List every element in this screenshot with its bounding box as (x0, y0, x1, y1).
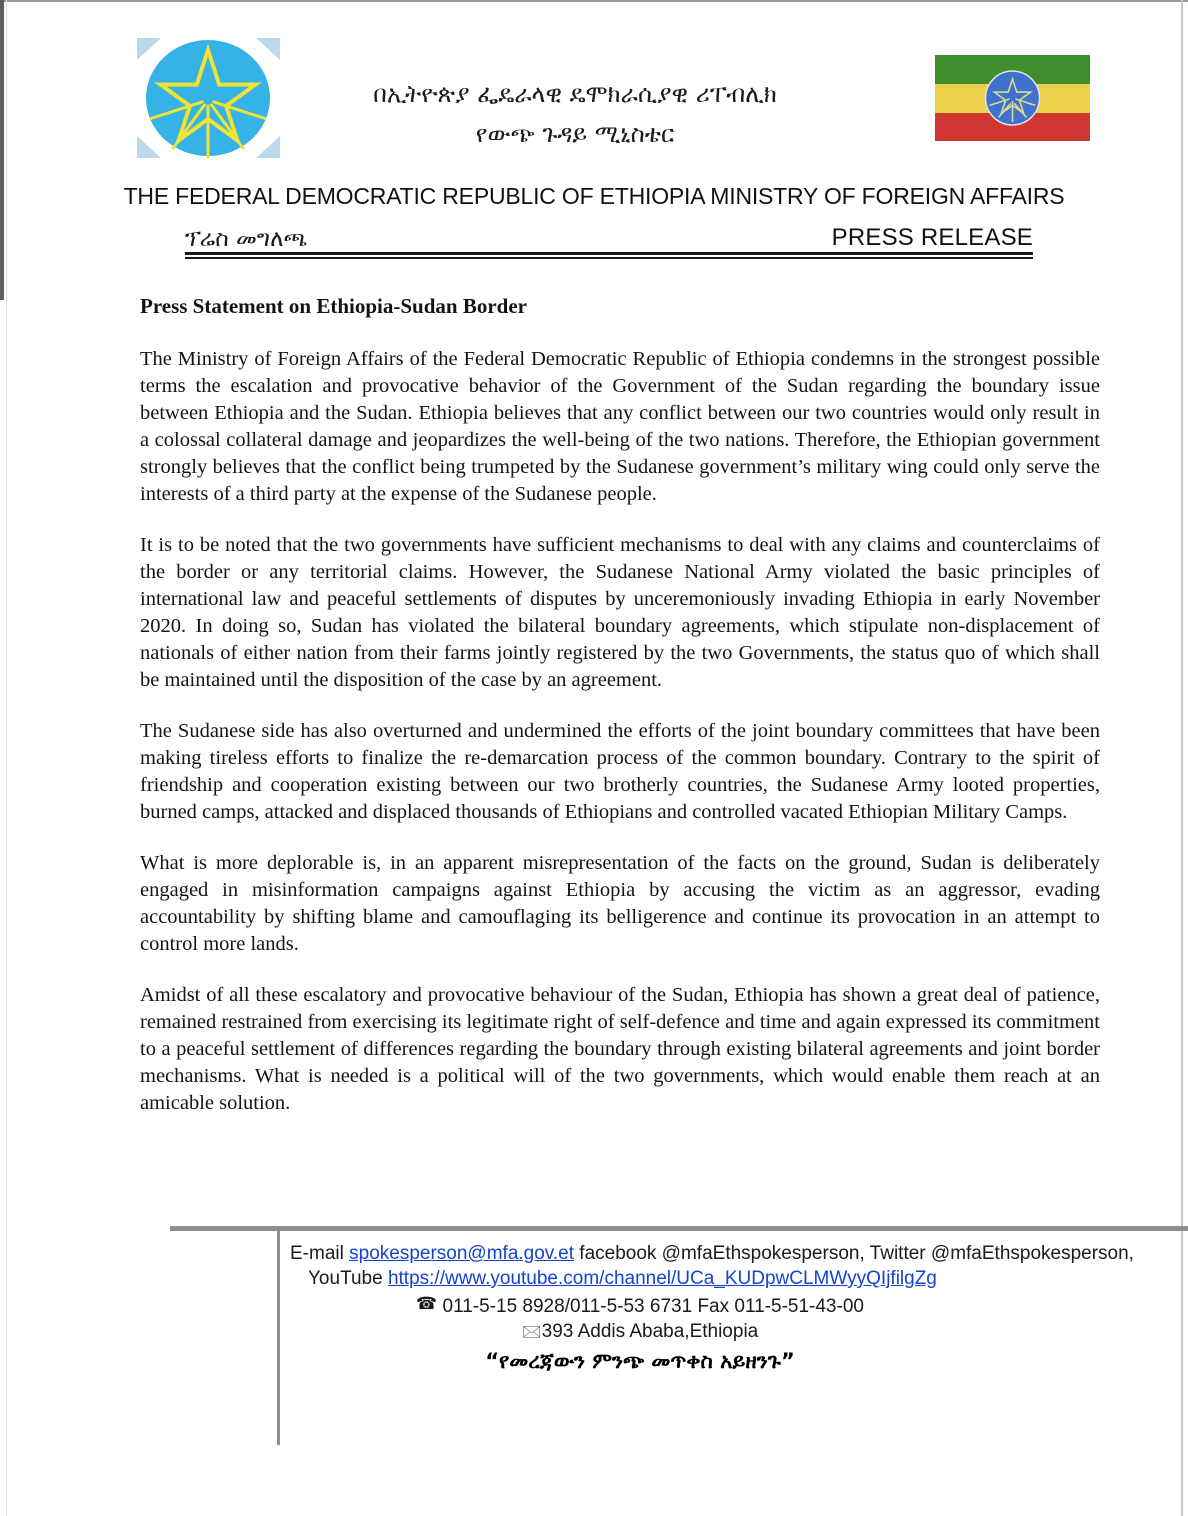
ethiopia-flag-icon (935, 55, 1090, 141)
email-link[interactable]: spokesperson@mfa.gov.et (349, 1243, 575, 1264)
ministry-name-line2: የውጭ ጉዳይ ሚኒስቴር (475, 120, 675, 148)
footer-line-address (290, 1319, 990, 1344)
paragraph-3: The Sudanese side has also overturned and undermined the efforts of the joint boundary committees that have been making tireless efforts to finalize the re-demarcation process of the common boundary. Contrary to the spirit of friendship and cooperation existing between our two brotherly countries, the Sudanese Army looted properties, burned camps, attacked and displaced thousands of Ethiopians and controlled vacated Ethiopian Military Camps. (140, 720, 1100, 823)
footer-contact-block (290, 1241, 1162, 1374)
paragraph-2: It is to be noted that the two governments have sufficient mechanisms to deal with any claims and counterclaims of the border or any territorial claims. However, the Sudanese National Army violated the basic principles of international law and peaceful settlements of disputes by unceremoniously invading Ethiopia in early November 2020. In doing so, Sudan has violated the bilateral boundary agreements, which stipulate non-displacement of nationals of either nation from their farms jointly registered by the two Governments, the status quo of which shall be maintained until the disposition of the case by an agreement. (140, 534, 1100, 691)
ministry-name-line1: በኢትዮጵያ ፌዴራላዊ ዴሞክራሲያዊ ሪፐብሊክ (373, 80, 777, 108)
document-body (140, 294, 1100, 1141)
scan-edge-top (0, 0, 1188, 2)
statement-heading: Press Statement on Ethiopia-Sudan Border (140, 294, 527, 318)
footer-line-phone (290, 1291, 990, 1319)
scan-edge-left (6, 0, 7, 1516)
press-release-row (185, 218, 1033, 255)
footer-vertical-rule (277, 1231, 280, 1445)
footer-line-youtube (290, 1266, 1162, 1291)
press-release-label-amharic: ፕሬስ መግለጫ (185, 226, 308, 252)
phone-numbers: 011-5-15 8928/011-5-53 6731 Fax 011-5-51-43-00 (437, 1296, 864, 1317)
footer-line-email (290, 1241, 1162, 1266)
paragraph-1: The Ministry of Foreign Affairs of the Federal Democratic Republic of Ethiopia condemns in the strongest possible terms the escalation and provocative behavior of the Government of the Sudan regarding the boundary issue between Ethiopia and the Sudan. Ethiopia believes that any conflict between our two countries would only result in a colossal collateral damage and jeopardizes the well-being of the two nations. Therefore, the Ethiopian government strongly believes that the conflict being trumpeted by the Sudanese government’s military wing could only serve the interests of a third party at the expense of the Sudanese people. (140, 348, 1100, 505)
ethiopia-emblem-icon (137, 38, 280, 158)
press-release-label-english: PRESS RELEASE (831, 224, 1033, 251)
scan-edge-left-dark (0, 0, 4, 300)
page-title: THE FEDERAL DEMOCRATIC REPUBLIC OF ETHIOPIA MINISTRY OF FOREIGN AFFAIRS (123, 183, 1065, 209)
envelope-icon: 🖂 (521, 1322, 542, 1341)
paragraph-4: What is more deplorable is, in an apparent misrepresentation of the facts on the ground, Sudan is deliberately engaged in misinformation campaigns against Ethiopia by accusing the victim as an aggressor, evading accountability by shifting blame and camouflaging its belligerence and continue its provocation in an attempt to control more lands. (140, 852, 1100, 955)
ministry-name-amharic (320, 74, 830, 154)
youtube-link[interactable]: https://www.youtube.com/channel/UCa_KUDpwCLMWyyQIjfilgZg (387, 1268, 937, 1289)
email-label: E-mail (290, 1243, 350, 1264)
address-text: 393 Addis Ababa,Ethiopia (541, 1321, 759, 1342)
paragraph-5: Amidst of all these escalatory and provocative behaviour of the Sudan, Ethiopia has shown a great deal of patience, remained restrained from exercising its legitimate right of self-defence and time and again expressed its commitment to a peaceful settlement of differences regarding the boundary through existing bilateral agreements and joint border mechanisms. What is needed is a political will of the two governments, which would enable them reach at an amicable solution. (140, 984, 1100, 1114)
footer-horizontal-rule (170, 1226, 1188, 1231)
youtube-label: YouTube (308, 1268, 388, 1289)
footer-motto-amharic: “የመረጃውን ምንጭ መጥቀስ አይዘንጉ” (485, 1349, 795, 1373)
social-handles: facebook @mfaEthspokesperson, Twitter @mfaEthspokesperson, (574, 1243, 1134, 1264)
scan-edge-right (1181, 0, 1183, 1516)
telephone-icon: ☎ (416, 1294, 438, 1313)
